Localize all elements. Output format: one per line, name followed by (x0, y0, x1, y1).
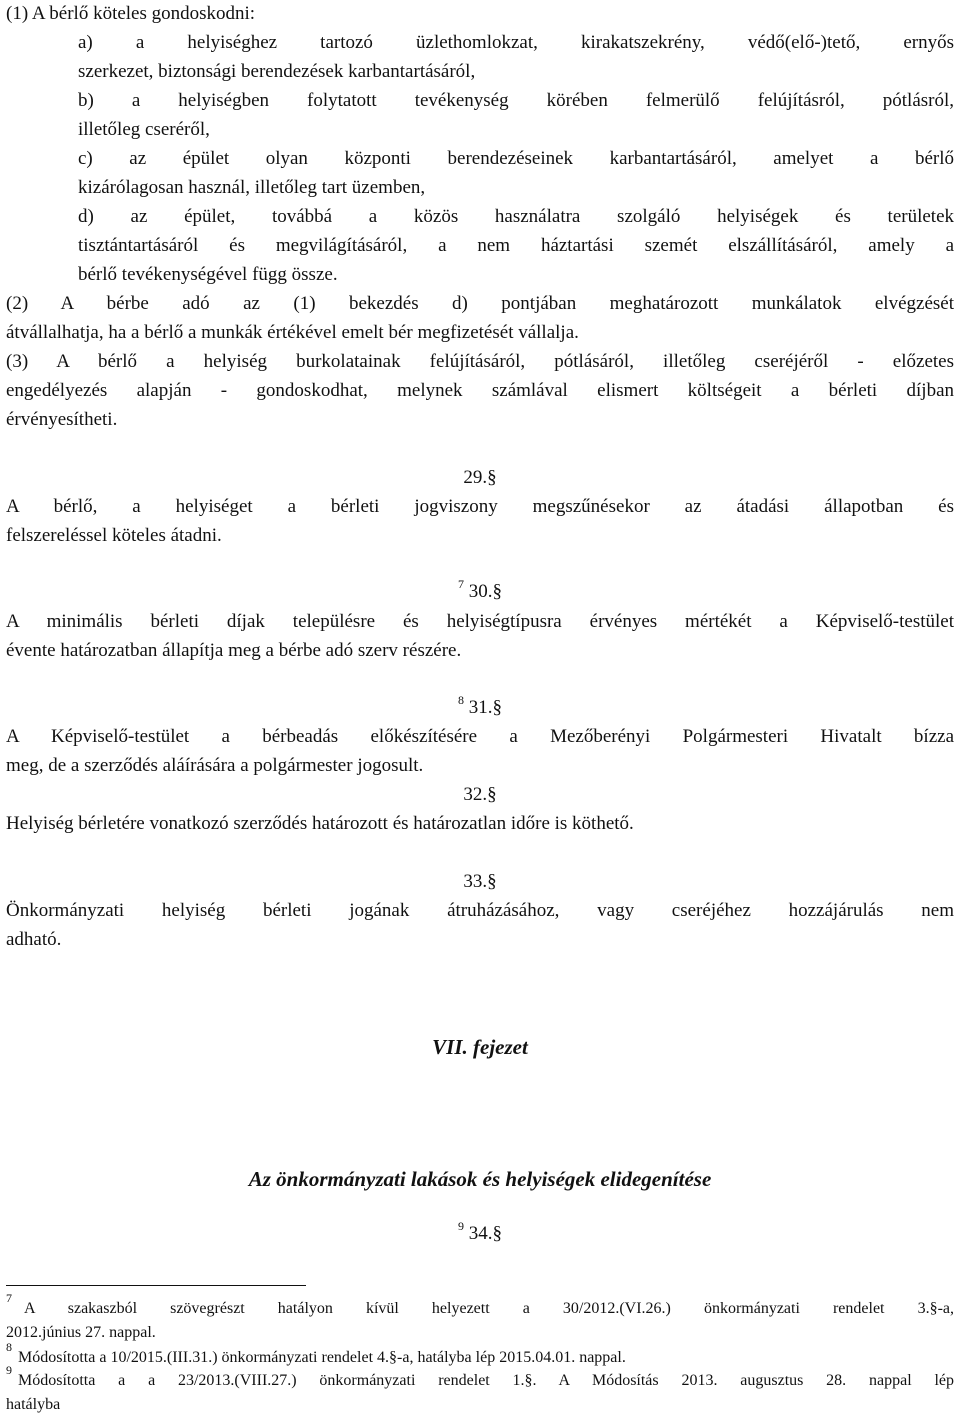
list-item-b: b) a helyiségben folytatott tevékenység körében felmerülő felújításról, pótlásról, (78, 90, 954, 111)
chapter-title: Az önkormányzati lakások és helyiségek elidegenítése (248, 1167, 712, 1191)
list-item-c-cont: kizárólagosan használ, illetőleg tart üzemben, (78, 177, 426, 198)
chapter-heading: VII. fejezet (432, 1035, 528, 1059)
footnote-7-cont: 2012.június 27. nappal. (6, 1324, 156, 1341)
list-item-d: d) az épület, továbbá a közös használatra szolgáló helyiségek és területek (78, 206, 954, 227)
section-heading-31: $^8$ 31.§ (458, 692, 502, 718)
paragraph-2-cont: átvállalhatja, ha a bérlő a munkák értékével emelt bér megfizetését vállalja. (6, 322, 579, 343)
list-item-d-cont: tisztántartásáról és megvilágításáról, a nem háztartási szemét elszállításáról, amely a (78, 235, 954, 256)
footnote-number-7: 7 (6, 1290, 12, 1305)
footnote-ref-8[interactable]: 8 (458, 692, 464, 707)
paragraph-line: (1) A bérlő köteles gondoskodni: (6, 3, 256, 24)
paragraph-2: (2) A bérbe adó az (1) bekezdés d) pontjában meghatározott munkálatok elvégzését (6, 293, 954, 314)
section-33-text: Önkormányzati helyiség bérleti jogának átruházásához, vagy cseréjéhez hozzájárulás nem (6, 900, 954, 921)
list-item-c: c) az épület olyan központi berendezéseinek karbantartásáról, amelyet a bérlő (78, 148, 954, 169)
footnote-9-cont: hatályba (6, 1396, 61, 1413)
section-30-text-cont: évente határozatban állapítja meg a bérbe adó szerv részére. (6, 640, 462, 661)
footnote-ref-7[interactable]: 7 (458, 576, 464, 591)
section-heading-30: $^7$ 30.§ (458, 576, 502, 602)
paragraph-3-cont: engedélyezés alapján - gondoskodhat, melynek számlával elismert költségeit a bérleti díjban (6, 380, 954, 401)
footnote-ref-9[interactable]: 9 (458, 1218, 464, 1233)
paragraph-3-cont: érvényesítheti. (6, 409, 118, 430)
footnote-number-9: 9 (6, 1362, 12, 1377)
section-heading-29: 29.§ (463, 467, 497, 488)
section-heading-32: 32.§ (463, 784, 497, 805)
section-30-text: A minimális bérleti díjak településre és helyiségtípusra érvényes mértékét a Képviselő-testület (6, 611, 954, 632)
section-31-text: A Képviselő-testület a bérbeadás előkészítésére a Mezőberényi Polgármesteri Hivatalt bízza (6, 726, 954, 747)
footnote-9: Módosította a a 23/2013.(VIII.27.) önkormányzati rendelet 1.§. A Módosítás 2013. augusztus 28. nappal lép (18, 1372, 954, 1389)
section-33-text-cont: adható. (6, 929, 62, 950)
section-29-text: A bérlő, a helyiséget a bérleti jogviszony megszűnésekor az átadási állapotban és (6, 496, 954, 517)
footnote-7: A szakaszból szövegrészt hatályon kívül helyezett a 30/2012.(VI.26.) önkormányzati rendelet 3.§-a, (24, 1300, 954, 1317)
footnote-8: Módosította a 10/2015.(III.31.) önkormányzati rendelet 4.§-a, hatályba lép 2015.04.01. nappal. (18, 1349, 626, 1366)
footnote-separator (6, 1285, 306, 1286)
section-heading-34: $^9$ 34.§ (458, 1218, 502, 1244)
list-item-a-cont: szerkezet, biztonsági berendezések karbantartásáról, (78, 61, 476, 82)
section-32-text: Helyiség bérletére vonatkozó szerződés határozott és határozatlan időre is köthető. (6, 813, 634, 834)
footnote-number-8: 8 (6, 1339, 12, 1354)
paragraph-3: (3) A bérlő a helyiség burkolatainak felújításáról, pótlásáról, illetőleg cseréjéről - előzetes (6, 351, 954, 372)
list-item-b-cont: illetőleg cseréről, (78, 119, 210, 140)
section-31-text-cont: meg, de a szerződés aláírására a polgármester jogosult. (6, 755, 424, 776)
section-heading-33: 33.§ (463, 871, 497, 892)
list-item-a: a) a helyiséghez tartozó üzlethomlokzat, kirakatszekrény, védő(elő-)tető, ernyős (78, 32, 954, 53)
section-29-text-cont: felszereléssel köteles átadni. (6, 525, 222, 546)
list-item-d-cont: bérlő tevékenységével függ össze. (78, 264, 338, 285)
